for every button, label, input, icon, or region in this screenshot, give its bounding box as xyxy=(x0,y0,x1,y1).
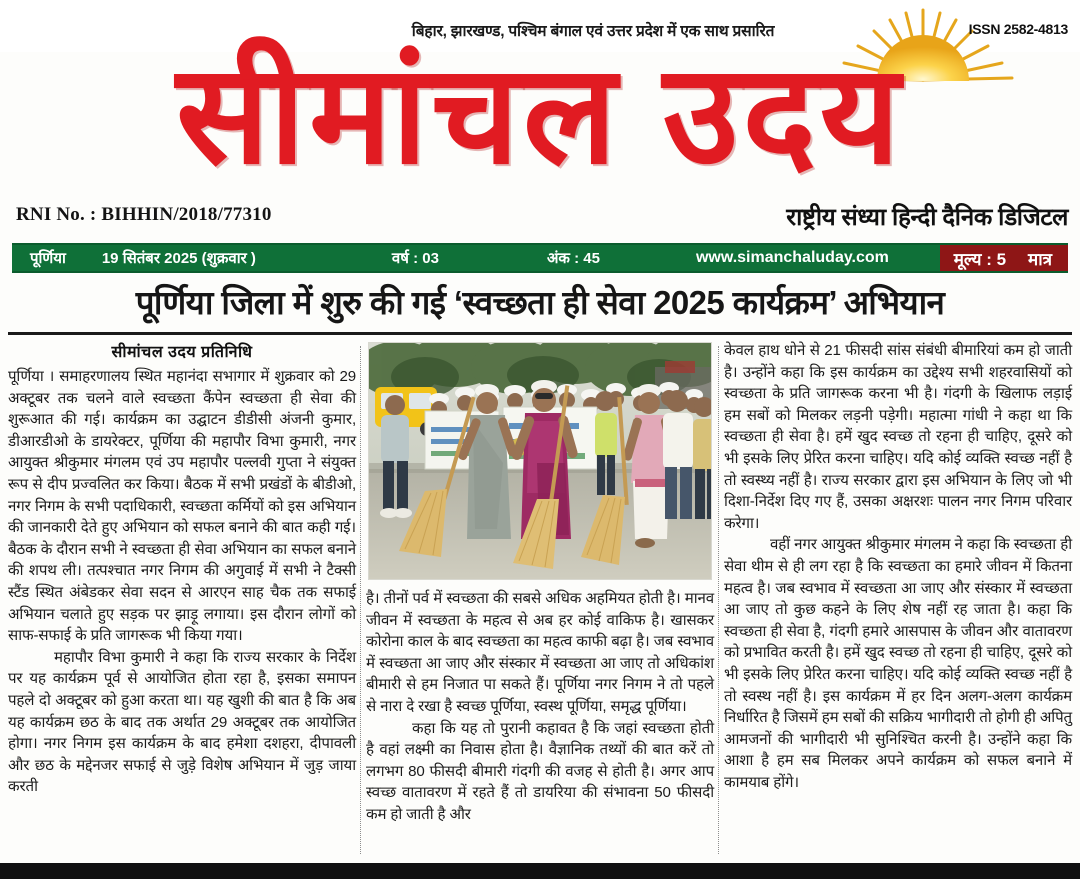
paragraph: केवल हाथ धोने से 21 फीसदी सांस संबंधी बीमारियां कम हो जाती है। उन्होंने कहा कि इस कार्यक्रम का उद्देश्य सभी शहरवासियों को स्वच्छता के प्रति जागरूक करना भी है। गंदगी के खिलाफ लड़ाई हम सबों को मिलकर लड़नी पड़ेगी। महात्मा गांधी ने कहा था कि स्वच्छता ही सेवा है। हमें खुद स्वच्छ तो रहना ही चाहिए, दूसरे को भी इसके लिए प्रेरित करना चाहिए। यदि कोई व्यक्ति स्वच्छ नहीं है तो स्वस्थ्य नहीं है। राज्य सरकार द्वारा इस अभियान के लिए जो भी दिशा-निर्देश दिए गए हैं, उसका अक्षरशः पालन नगर निगम परिवार करेगा। xyxy=(724,342,1072,532)
rni-number: RNI No. : BIHHIN/2018/77310 xyxy=(16,204,272,225)
paragraph: पूर्णिया । समाहरणालय स्थित महानंदा सभागार में शुक्रवार को 29 अक्टूबर तक चलने वाले स्वच्छता कैंपेन स्वच्छता ही सेवा की शुरूआत की गई। कार्यक्रम का उद्घाटन डीडीसी अंजनी कुमार, डीआरडीओ के डायरेक्टर, पूर्णिया की महापौर विभा कुमारी, नगर आयुक्त श्रीकुमार मंगलम एवं उप महापौर पल्लवी गुप्ता ने संयुक्त रूप से दीप प्रज्वलित कर किया। बैठक में सभी प्रखंडों के बीडीओ, नगर निगम के सभी पदाधिकारी, स्वच्छता कर्मियों को इस अभियान की जानकारी देते हुए अभियान को सफल बनाने की बात कही गई। बैठक के दौरान सभी ने स्वच्छता ही सेवा अभियान का सफल बनाने की शपथ ली। तत्पश्चात नगर निगम की अगुवाई में सभी ने टैक्सी स्टैंड स्थित अंबेडकर सेवा सदन से आरएन साह चैक तक सफाई अभियान चलाते हुए सड़क पर झाड़ू लगाया। इस दौरान लोगों को साफ-सफाई के प्रति जागरूक भी किया गया। xyxy=(8,368,356,645)
paragraph: कहा कि यह तो पुरानी कहावत है कि जहां स्वच्छता होती है वहां लक्ष्मी का निवास होता है। वैज्ञानिक तथ्यों की बात करें तो लगभग 80 फीसदी बीमारी गंदगी की वजह से होती है। अगर आप स्वच्छ वातावरण में रहते हैं तो डायरिया की संभावना 50 फीसदी कम हो जाती है और xyxy=(366,719,714,823)
column-divider xyxy=(714,340,724,863)
paragraph: महापौर विभा कुमारी ने कहा कि राज्य सरकार के निर्देश पर यह कार्यक्रम पूर्व से आयोजित होता रहा है, इसका समापन पहले दो अक्टूबर को हुआ करता था। यह खुशी की बात है कि अब यह कार्यक्रम छठ के बाद तक अर्थात 29 अक्टूबर तक आयोजित होगा। नगर निगम इस कार्यक्रम के बाद हमेशा दशहरा, दीपावली और छठ के मद्देनजर सफाई से जुड़े विशेष अभियान में जुड़ जाया करती xyxy=(8,648,356,796)
cleanliness-rally-photo xyxy=(368,342,712,580)
price-badge xyxy=(940,245,1068,271)
price-suffix: मात्र xyxy=(1028,249,1052,269)
headline-band xyxy=(8,280,1072,335)
article-column-1 xyxy=(8,340,356,863)
article-column-3 xyxy=(724,340,1072,863)
website-link[interactable]: www.simanchaluday.com xyxy=(695,249,889,266)
edition-info-bar xyxy=(12,243,1068,273)
masthead xyxy=(0,40,1080,200)
article-byline: सीमांचल उदय प्रतिनिधि xyxy=(111,344,253,361)
price-label: मूल्य : 5 xyxy=(953,249,1007,269)
edition-year: वर्ष : 03 xyxy=(391,250,439,267)
page-bottom-bar xyxy=(0,863,1080,879)
masthead-subtitle: राष्ट्रीय संध्या हिन्दी दैनिक डिजिटल xyxy=(786,204,1068,231)
newspaper-logo-title: सीमांचल उदय xyxy=(176,38,904,192)
distribution-tagline: बिहार, झारखण्ड, पश्चिम बंगाल एवं उत्तर प्रदेश में एक साथ प्रसारित xyxy=(411,23,775,40)
column-divider xyxy=(356,340,366,863)
edition-issue: अंक : 45 xyxy=(546,250,600,267)
paragraph: है। तीनों पर्व में स्वच्छता की सबसे अधिक अहमियत होती है। मानव जीवन में स्वच्छता के महत्व से अब हर कोई वाकिफ है। खासकर कोरोना काल के बाद स्वच्छता का महत्व काफी बढ़ा है। जब स्वभाव में स्वच्छता आ जाए और संस्कार में स्वच्छता आ जाए तो अधिकांश बीमारी से हम निजात पा सकते हैं। पूर्णिया नगर निगम ने तो पहले से नारा दे रखा है स्वच्छ पूर्णिया, स्वस्थ पूर्णिया, समृद्ध पूर्णिया। xyxy=(366,590,714,715)
paragraph: वहीं नगर आयुक्त श्रीकुमार मंगलम ने कहा कि स्वच्छता ही सेवा थीम से ही लग रहा है कि स्वच्छता का हमारे जीवन में कितना महत्व है। जब स्वभाव में स्वच्छता आ जाए और संस्कार में स्वच्छता आ जाए तो कुछ कहने के लिए शेष नहीं रह जाता है। कहा कि स्वच्छता ही सेवा है, गंदगी हमारे आसपास के जीवन और वातावरण को प्रभावित करती है। हमें खुद स्वच्छ तो रहना ही चाहिए, दूसरे को भी इसके लिए प्रेरित करना चाहिए। यदि कोई व्यक्ति स्वच्छ नहीं है तो स्वस्थ नहीं है। इस कार्यक्रम में हर दिन अलग-अलग कार्यक्रम निर्धारित है जिसमें हम सबों की सक्रिय भागीदारी तो होगी ही अपितु आमजनों की भागीदारी भी सुनिश्चित करनी है। उन्होंने कहा कि आशा है हम सब मिलकर अपने कार्यक्रम को सफल बनाने में कामयाब होंगे। xyxy=(724,536,1072,791)
article-headline: पूर्णिया जिला में शुरु की गई ‘स्वच्छता ही सेवा 2025 कार्यक्रम’ अभियान xyxy=(135,284,945,321)
article-body xyxy=(8,340,1072,863)
article-column-2 xyxy=(366,340,714,863)
edition-date: 19 सितंबर 2025 (शुक्रवार ) xyxy=(101,250,256,267)
edition-place: पूर्णिया xyxy=(30,250,66,267)
issn-number: ISSN 2582-4813 xyxy=(968,21,1068,37)
